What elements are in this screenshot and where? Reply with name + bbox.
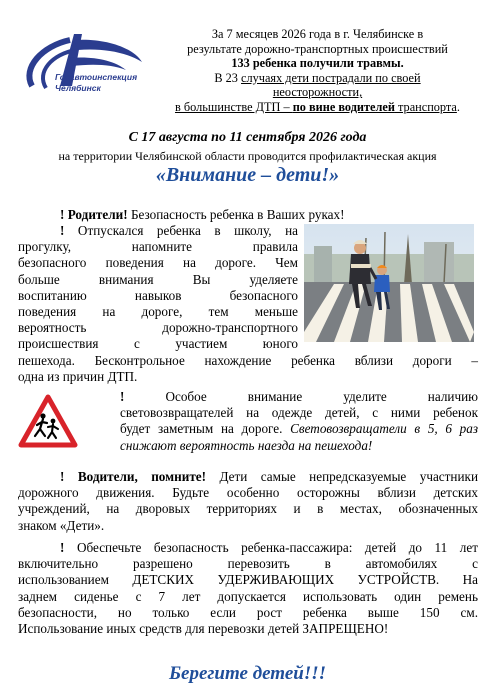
reflectors-line-3-b: Световозвращатели в 5, 6 раз (290, 421, 478, 437)
parents-exclamation: ! (60, 207, 65, 222)
passengers-line-4: заднем сиденье с 7 лет допускается использовать один ремень (18, 588, 478, 604)
header-line-1: За 7 месяцев 2026 года в г. Челябинске в (211, 27, 424, 41)
parents-line-8: происшествия с участием юного (18, 336, 298, 352)
header-line-4-a: В 23 (214, 70, 242, 85)
header-line-4 (160, 71, 475, 86)
parents-line-2: прогулку, напомните правила (18, 239, 298, 255)
passengers-line-2: включительно разрешено перевозить в автомобилях с (18, 556, 478, 572)
parents-line-1-text: Отпускался ребенка в школу, на (77, 223, 298, 238)
parents-line-7: вероятность дорожно-транспортного (18, 320, 298, 336)
header-line-6-d: . (456, 99, 460, 114)
passengers-line-5: безопасности, но только если рост ребенка выше 150 см. (18, 604, 478, 620)
logo-line-1: Госавтоинспекция (55, 72, 138, 82)
drivers-lead-rest: Дети самые непредсказуемые участники (206, 469, 479, 484)
reflectors-line-2: световозвращателей на одежде детей, с ними ребенок (120, 405, 478, 421)
header-line-2: результате дорожно-транспортных происшествий (187, 41, 448, 56)
reflectors-paragraph (120, 389, 478, 454)
header-line-6-b: по вине водителей (292, 99, 395, 114)
header-line-3: 133 ребенка получили травмы. (231, 56, 404, 71)
parents-line-4: больше внимания Вы уделяете (18, 271, 298, 287)
reflectors-exclamation: ! (120, 389, 125, 404)
reflectors-line-1 (120, 389, 478, 405)
passengers-line-1-text: Обеспечьте безопасность ребенка-пассажира: детей до 11 лет (76, 540, 478, 555)
parents-line-5: воспитанию навыков безопасного (18, 287, 298, 303)
passengers-line-3: использованием ДЕТСКИХ УДЕРЖИВАЮЩИХ УСТРОЙСТВ. На (18, 572, 478, 588)
drivers-line-4: знаком «Дети». (18, 517, 105, 533)
reflectors-line-3-a: будет заметным на дороге. (120, 421, 291, 437)
campaign-region: на территории Челябинской области проводится профилактическая акция (58, 149, 437, 163)
drivers-line-3: учреждений, на дворовых территориях и в местах, обозначенных (18, 501, 478, 517)
reflectors-line-4-text: снижают вероятность наезда на пешехода! (120, 437, 373, 453)
parents-line-1 (18, 223, 298, 239)
statistics-header (160, 27, 475, 115)
parents-line-1-exclamation: ! (60, 223, 65, 238)
passengers-exclamation: ! (60, 540, 65, 555)
footer-slogan: Берегите детей!!! (168, 663, 327, 684)
parents-lead-title: Родители! (67, 207, 128, 222)
children-warning-sign-icon (18, 394, 78, 448)
campaign-dates: С 17 августа по 11 сентября 2026 года (128, 130, 367, 145)
parents-lead (60, 207, 480, 223)
header-line-6 (160, 100, 475, 115)
reflectors-line-3 (120, 421, 478, 437)
reflectors-line-1-text: Особое внимание уделите наличию (165, 389, 479, 404)
reflectors-line-4 (120, 438, 478, 454)
parents-paragraph-end (18, 353, 478, 385)
parents-lead-rest: Безопасность ребенка в Ваших руках! (127, 207, 345, 222)
parents-line-9: пешехода. Бесконтрольное нахождение ребенка вблизи дороги – (18, 353, 478, 368)
drivers-paragraph (18, 469, 478, 534)
parents-line-3: безопасного поведения на дороге. Чем (18, 255, 298, 271)
passengers-paragraph (18, 540, 478, 637)
drivers-line-2: дорожного движения. Будьте особенно осторожны вблизи детских (18, 485, 478, 501)
passengers-line-6: Использование иных средств для перевозки детей ЗАПРЕЩЕНО! (18, 621, 389, 637)
passengers-line-1 (18, 540, 478, 556)
logo-line-2: Челябинск (55, 83, 101, 93)
drivers-exclamation: ! (60, 469, 65, 484)
header-line-6-a: в большинстве ДТП – (175, 99, 293, 114)
parents-line-6: поведения на дороге, тем меньше (18, 304, 298, 320)
header-line-4-b: случаях дети пострадали по своей (241, 70, 421, 85)
header-line-5: неосторожности, (272, 85, 363, 100)
logo-caption (55, 72, 137, 94)
crosswalk-photo (304, 224, 474, 342)
parents-paragraph (18, 223, 298, 353)
drivers-line-1 (18, 469, 478, 485)
campaign-slogan: «Внимание – дети!» (155, 164, 340, 186)
header-line-6-c: транспорта (394, 99, 457, 114)
parents-line-10: одна из причин ДТП. (18, 369, 138, 385)
drivers-lead-title: Водители, помните! (77, 469, 207, 484)
